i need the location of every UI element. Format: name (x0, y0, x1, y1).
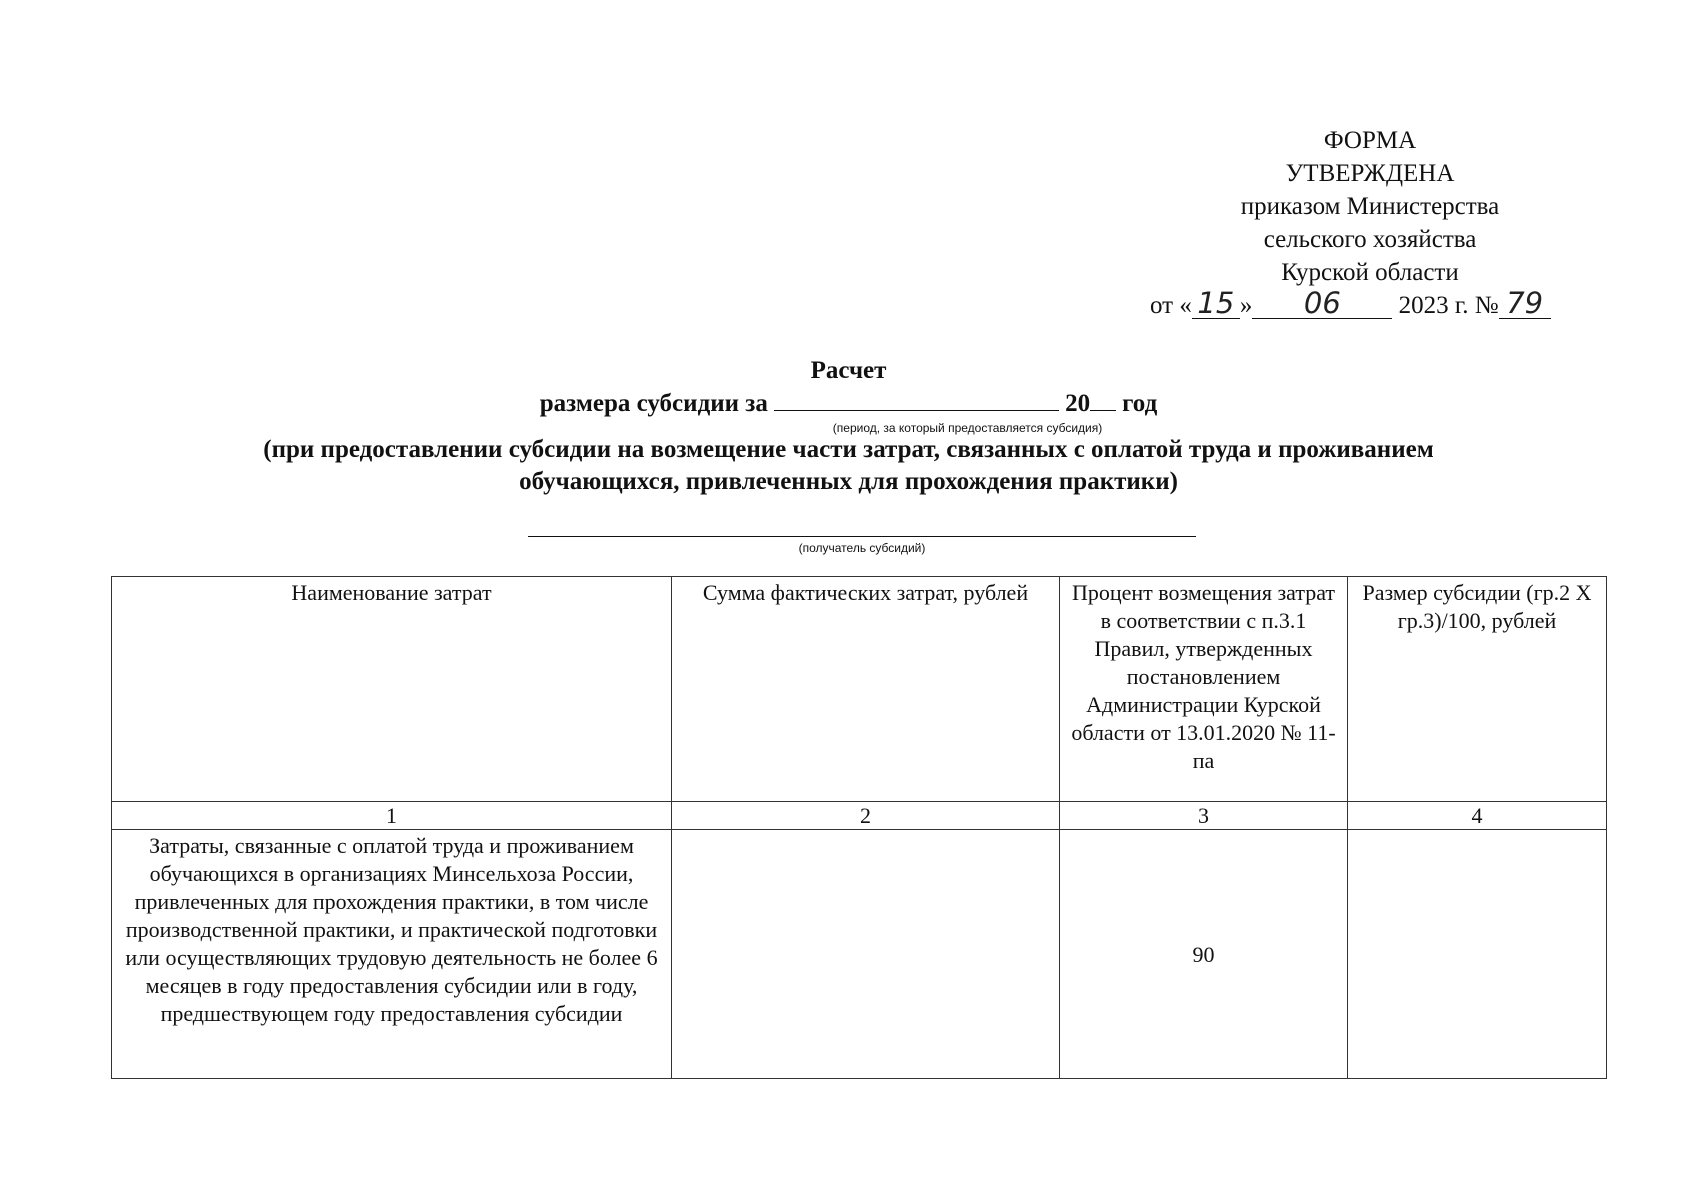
order-day-handwritten: 15 (1192, 288, 1240, 319)
approval-approved-label: УТВЕРЖДЕНА (1285, 160, 1455, 187)
cell-actual-sum[interactable] (672, 830, 1060, 1079)
header-percent: Процент возмещения затрат в соответствии с п.3.1 Правил, утвержденных постановлением Администрации Курской области от 13.01.2020 № 11-па (1060, 577, 1348, 802)
recipient-hint: (получатель субсидий) (798, 541, 926, 555)
approval-form-label: ФОРМА (1323, 127, 1417, 154)
approval-block (1090, 124, 1650, 289)
cell-subsidy-size[interactable] (1348, 830, 1607, 1079)
column-number-1: 1 (112, 802, 672, 830)
subtitle-year: 20 (1065, 390, 1091, 417)
approval-order-line1: приказом Министерства (1240, 193, 1500, 220)
subtitle-prefix: размера субсидии за (539, 390, 768, 417)
column-number-4: 4 (1348, 802, 1607, 830)
period-blank (774, 388, 1059, 411)
document-title: Расчет (810, 357, 887, 384)
column-number-2: 2 (672, 802, 1060, 830)
table-header-row (112, 577, 1607, 802)
order-year-and-number-label: 2023 г. № (1398, 292, 1499, 319)
recipient-blank (528, 536, 1196, 537)
subsidy-calculation-table (111, 576, 1607, 1079)
document-description-line1: (при предоставлении субсидии на возмещение части затрат, связанных с оплатой труда и проживанием (263, 436, 1434, 463)
approval-order-line2: сельского хозяйства (1263, 226, 1477, 253)
approval-order-line3: Курской области (1281, 259, 1459, 286)
period-hint: (период, за который предоставляется субсидия) (832, 421, 1103, 435)
document-description-line2: обучающихся, привлеченных для прохождения практики) (519, 468, 1178, 495)
cell-cost-name: Затраты, связанные с оплатой труда и проживанием обучающихся в организациях Минсельхоза России, привлеченных для прохождения практики, в том числе производственной практики, и практической подготовки или осуществляющих трудовую деятельность не более 6 месяцев в году предоставления субсидии или в году, предшествующем году предоставления субсидии (112, 830, 672, 1079)
year-blank (1090, 388, 1116, 411)
header-actual-sum: Сумма фактических затрат, рублей (672, 577, 1060, 802)
table-column-numbers-row (112, 802, 1607, 830)
order-month-handwritten: 06 (1252, 288, 1392, 319)
column-number-3: 3 (1060, 802, 1348, 830)
subtitle-suffix: год (1122, 390, 1158, 417)
cell-percent: 90 (1060, 830, 1348, 1079)
order-date-line (1150, 288, 1551, 320)
table-row (112, 830, 1607, 1079)
header-subsidy-size: Размер субсидии (гр.2 Х гр.3)/100, рублей (1348, 577, 1607, 802)
header-cost-name: Наименование затрат (112, 577, 672, 802)
document-subtitle (0, 388, 1697, 418)
order-date-prefix: от « (1150, 292, 1192, 319)
order-date-mid: » (1239, 292, 1253, 319)
order-number-handwritten: 79 (1499, 288, 1551, 319)
